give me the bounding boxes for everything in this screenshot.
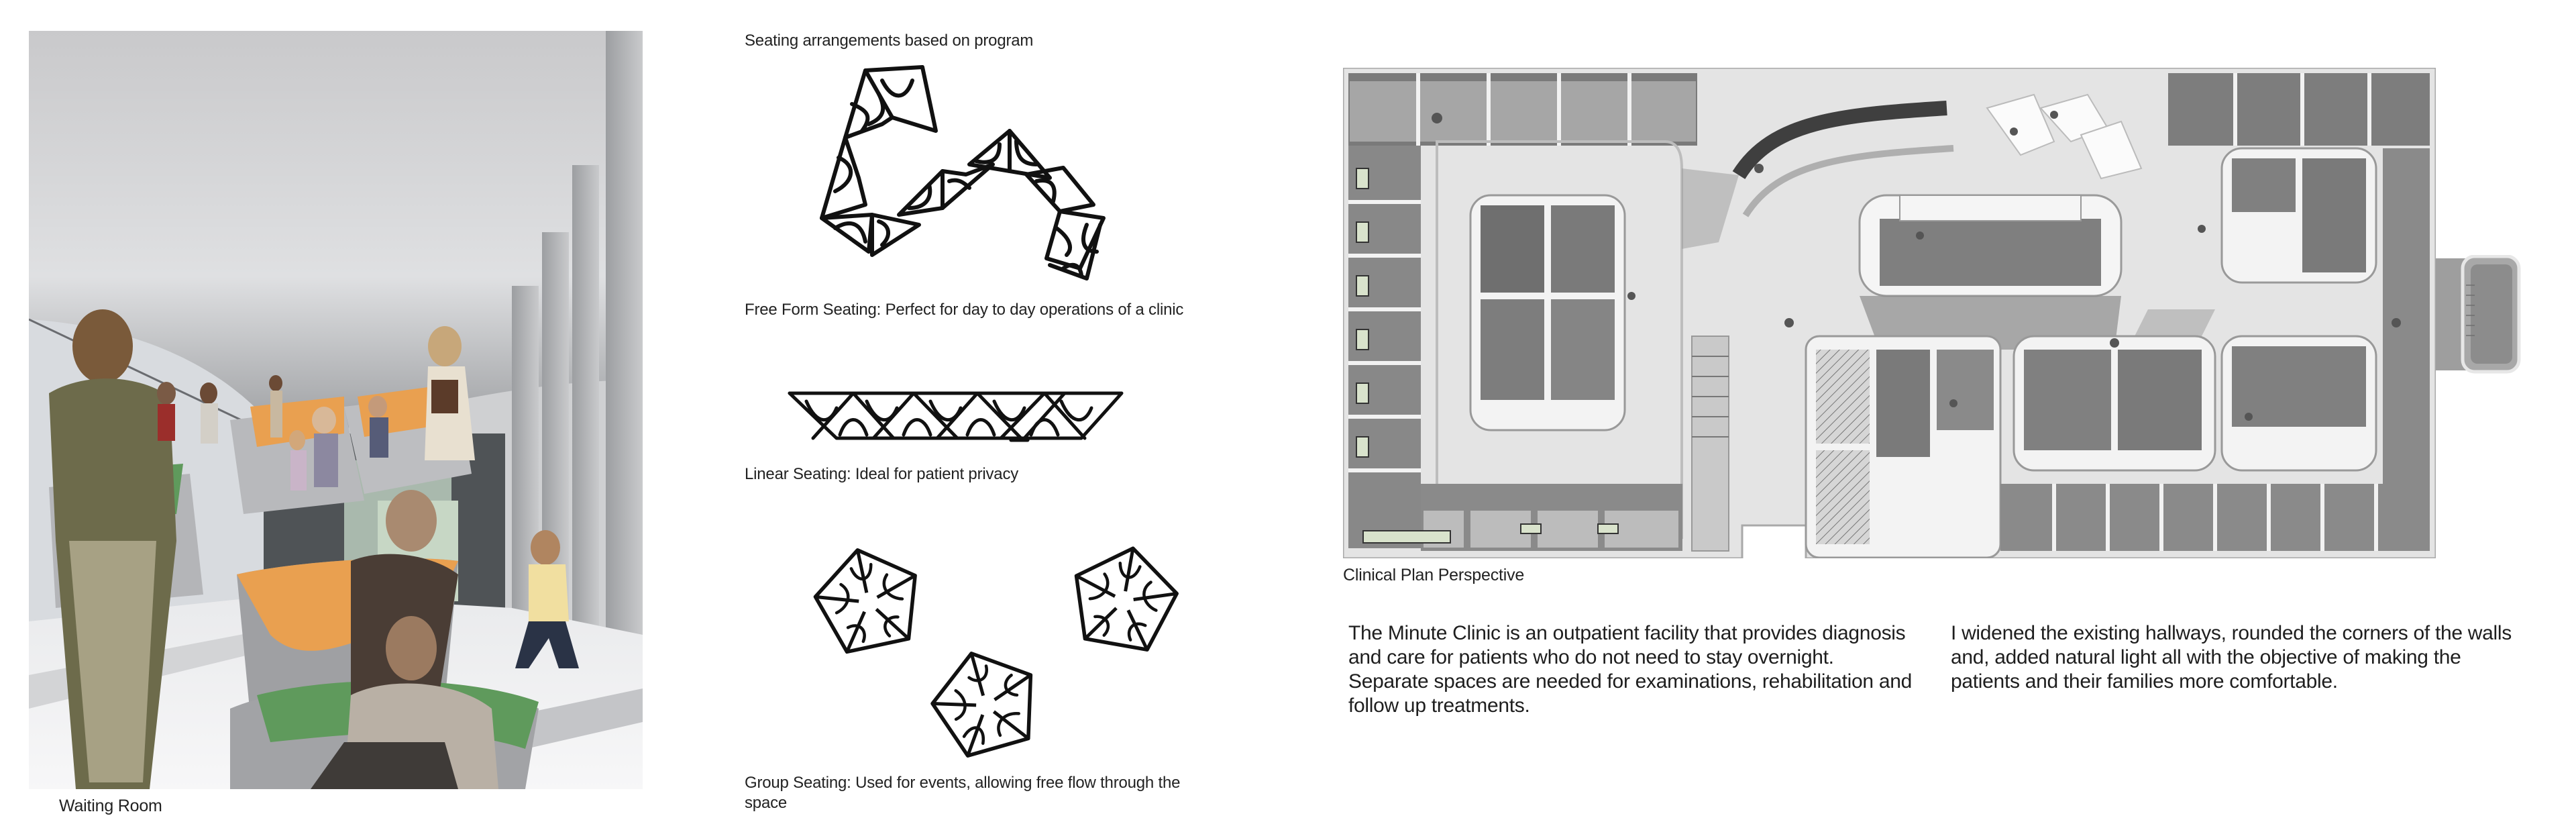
left-rooms [1348,146,1421,548]
free-form-seat-4 [822,215,872,252]
paragraph-2-line: I widened the existing hallways, rounded the corners of the walls [1951,622,2512,644]
group-caption-line2: space [745,794,788,812]
free-form-seating-diagram [805,64,1181,285]
group-seating-diagram [808,542,1197,764]
waiting-room-render [29,31,643,789]
central-nurse-station [1860,195,2121,350]
paragraph-1-line: and care for patients who do not need to stay overnight. [1348,646,1834,668]
free-form-seat-3 [822,138,865,218]
group-seat-2 [1066,542,1183,653]
linear-seat-row [790,393,1122,440]
free-form-seat-7 [943,164,993,208]
paragraph-1-line: follow up treatments. [1348,695,1530,717]
paragraph-2-line: and, added natural light all with the objective of making the [1951,646,2461,668]
group-seat-3 [920,647,1049,764]
linear-seating-diagram [786,388,1135,445]
free-form-seat-12 [1050,225,1100,278]
free-form-seat-6 [899,171,943,215]
group-seat-1 [808,542,928,656]
paragraph-1-line: Separate spaces are needed for examinations, rehabilitation and [1348,670,1912,693]
free-form-seat-10 [1026,168,1093,211]
seating-heading: Seating arrangements based on program [745,32,1034,50]
free-form-caption: Free Form Seating: Perfect for day to day operations of a clinic [745,301,1184,319]
plan-caption: Clinical Plan Perspective [1343,566,1525,584]
waiting-room-caption: Waiting Room [59,797,162,815]
waiting-room-illustration [29,31,643,789]
linear-caption: Linear Seating: Ideal for patient privacy [745,465,1019,483]
description-paragraph-2 [1951,621,2512,694]
paragraph-1-line: The Minute Clinic is an outpatient facility that provides diagnosis [1348,622,1906,644]
free-form-seat-1 [865,67,936,131]
description-paragraph-1 [1348,621,1912,718]
plan-annex [2436,255,2521,374]
free-form-seat-5 [872,215,919,255]
paragraph-2-line: patients and their families more comfortable. [1951,670,2338,693]
group-caption-line1: Group Seating: Used for events, allowing free flow through the [745,774,1181,792]
clinical-plan-perspective [1343,68,2436,558]
